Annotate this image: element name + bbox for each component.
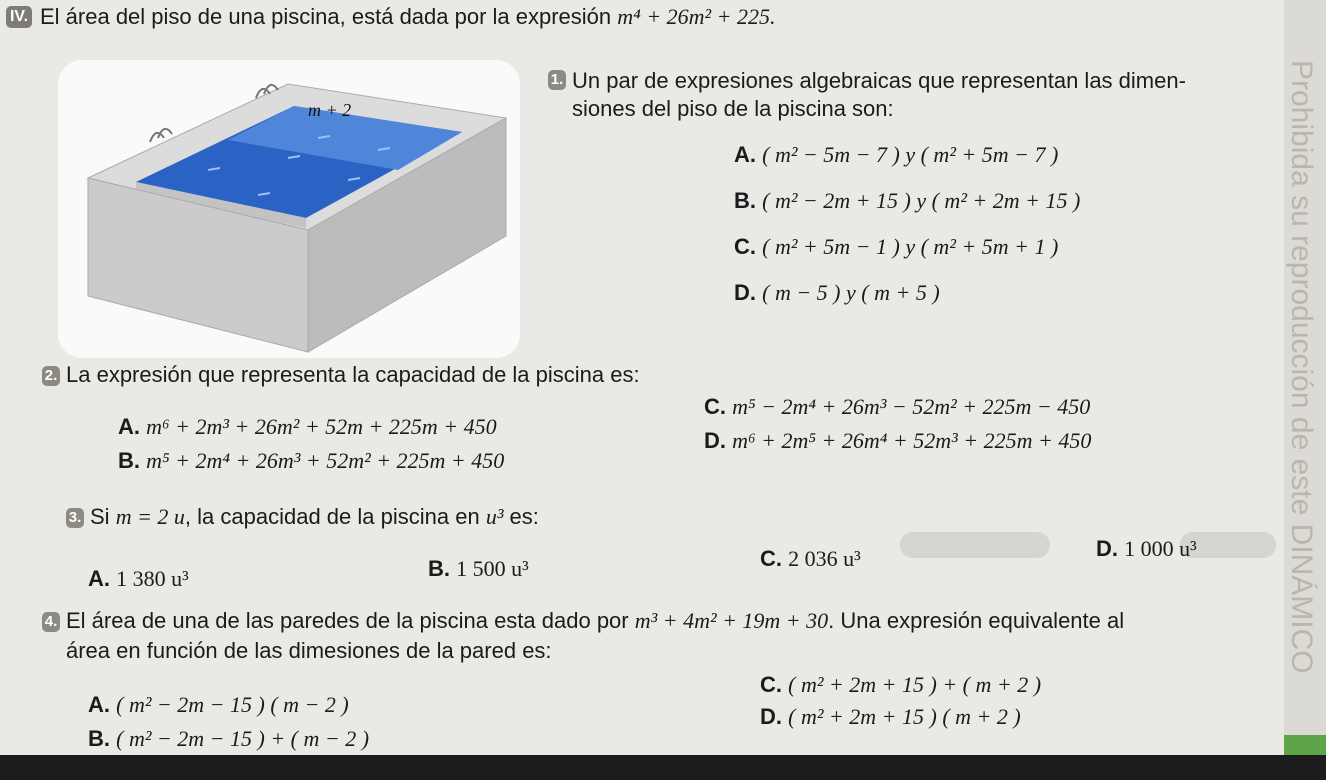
- q3-badge: 3.: [66, 508, 84, 528]
- option-label: A.: [88, 692, 110, 717]
- header-expression: m⁴ + 26m² + 225.: [617, 4, 776, 29]
- q3-text-end: es:: [509, 504, 539, 529]
- q3-text: [90, 504, 539, 530]
- q3-text-pre: Si: [90, 504, 110, 529]
- header-text: [40, 4, 776, 30]
- q2-text: La expresión que representa la capacidad de la piscina es:: [66, 362, 640, 387]
- q1-option-c[interactable]: [734, 234, 1058, 260]
- option-label: D.: [704, 428, 726, 453]
- header-statement: El área del piso de una piscina, está dada por la expresión: [40, 4, 612, 29]
- option-text: ( m² + 5m − 1 ) y ( m² + 5m + 1 ): [762, 234, 1059, 259]
- q4-expression: m³ + 4m² + 19m + 30: [634, 608, 829, 633]
- q1-option-b[interactable]: [734, 188, 1080, 214]
- option-label: A.: [734, 142, 756, 167]
- q1-badge: 1.: [548, 70, 566, 90]
- option-label: B.: [734, 188, 756, 213]
- option-text: ( m² − 2m + 15 ) y ( m² + 2m + 15 ): [762, 188, 1081, 213]
- faded-overlay-pill: [900, 532, 1050, 558]
- pool-dimension-label: m + 2: [308, 100, 352, 120]
- section-number-badge: IV.: [6, 6, 32, 28]
- q4-text-line1: [66, 608, 1124, 634]
- q1-text-line2: siones del piso de la piscina son:: [572, 96, 894, 121]
- option-text: 2 036 u³: [788, 546, 861, 571]
- q2-option-d[interactable]: [704, 428, 1091, 454]
- q4-option-a[interactable]: [88, 692, 349, 718]
- option-text: ( m² − 5m − 7 ) y ( m² + 5m − 7 ): [762, 142, 1059, 167]
- q4-option-c[interactable]: [760, 672, 1041, 698]
- q4-option-d[interactable]: [760, 704, 1021, 730]
- q4-badge: 4.: [42, 612, 60, 632]
- option-label: C.: [760, 672, 782, 697]
- q4-text-line2: área en función de las dimesiones de la pared es:: [66, 638, 552, 663]
- q3-option-b[interactable]: [428, 556, 529, 582]
- q2-option-a[interactable]: [118, 414, 497, 440]
- pool-figure: [58, 60, 520, 358]
- q1-option-d[interactable]: [734, 280, 940, 306]
- option-label: B.: [88, 726, 110, 751]
- bottom-dark-strip: [0, 755, 1326, 780]
- q4-option-b[interactable]: [88, 726, 369, 752]
- option-text: ( m² + 2m + 15 ) ( m + 2 ): [788, 704, 1021, 729]
- q3-condition: m = 2 u: [115, 504, 185, 529]
- option-label: C.: [734, 234, 756, 259]
- q3-option-a[interactable]: [88, 566, 189, 592]
- q2-badge: 2.: [42, 366, 60, 386]
- q4-text-pre: El área de una de las paredes de la piscina esta dado por: [66, 608, 629, 633]
- watermark-text: Prohibida su reproducción de este DINÁMICO: [1285, 60, 1318, 674]
- option-label: A.: [88, 566, 110, 591]
- option-text: m⁵ + 2m⁴ + 26m³ + 52m² + 225m + 450: [146, 448, 505, 473]
- option-text: m⁶ + 2m⁵ + 26m⁴ + 52m³ + 225m + 450: [732, 428, 1092, 453]
- option-text: ( m² − 2m − 15 ) ( m − 2 ): [116, 692, 349, 717]
- q2-option-c[interactable]: [704, 394, 1090, 420]
- option-label: C.: [760, 546, 782, 571]
- vertical-watermark: [1285, 60, 1320, 700]
- option-text: m⁶ + 2m³ + 26m² + 52m + 225m + 450: [146, 414, 497, 439]
- option-text: 1 380 u³: [116, 566, 189, 591]
- option-text: ( m² − 2m − 15 ) + ( m − 2 ): [116, 726, 370, 751]
- option-text: ( m − 5 ) y ( m + 5 ): [762, 280, 940, 305]
- option-label: D.: [734, 280, 756, 305]
- q4-text-post: . Una expresión equivalente al: [828, 608, 1125, 633]
- q1-text-line1: Un par de expresiones algebraicas que representan las dimen-: [572, 68, 1186, 93]
- q2-option-b[interactable]: [118, 448, 504, 474]
- pool-illustration: [58, 60, 520, 358]
- option-label: B.: [428, 556, 450, 581]
- option-text: 1 000 u³: [1124, 536, 1197, 561]
- q1-option-a[interactable]: [734, 142, 1058, 168]
- option-label: C.: [704, 394, 726, 419]
- q3-text-post: , la capacidad de la piscina en: [184, 504, 480, 529]
- option-text: 1 500 u³: [456, 556, 529, 581]
- option-text: ( m² + 2m + 15 ) + ( m + 2 ): [788, 672, 1042, 697]
- option-label: B.: [118, 448, 140, 473]
- option-label: D.: [760, 704, 782, 729]
- option-label: A.: [118, 414, 140, 439]
- q3-option-c[interactable]: [760, 546, 861, 572]
- q3-unit: u³: [485, 504, 504, 529]
- option-label: D.: [1096, 536, 1118, 561]
- q3-option-d[interactable]: [1096, 536, 1197, 562]
- option-text: m⁵ − 2m⁴ + 26m³ − 52m² + 225m − 450: [732, 394, 1091, 419]
